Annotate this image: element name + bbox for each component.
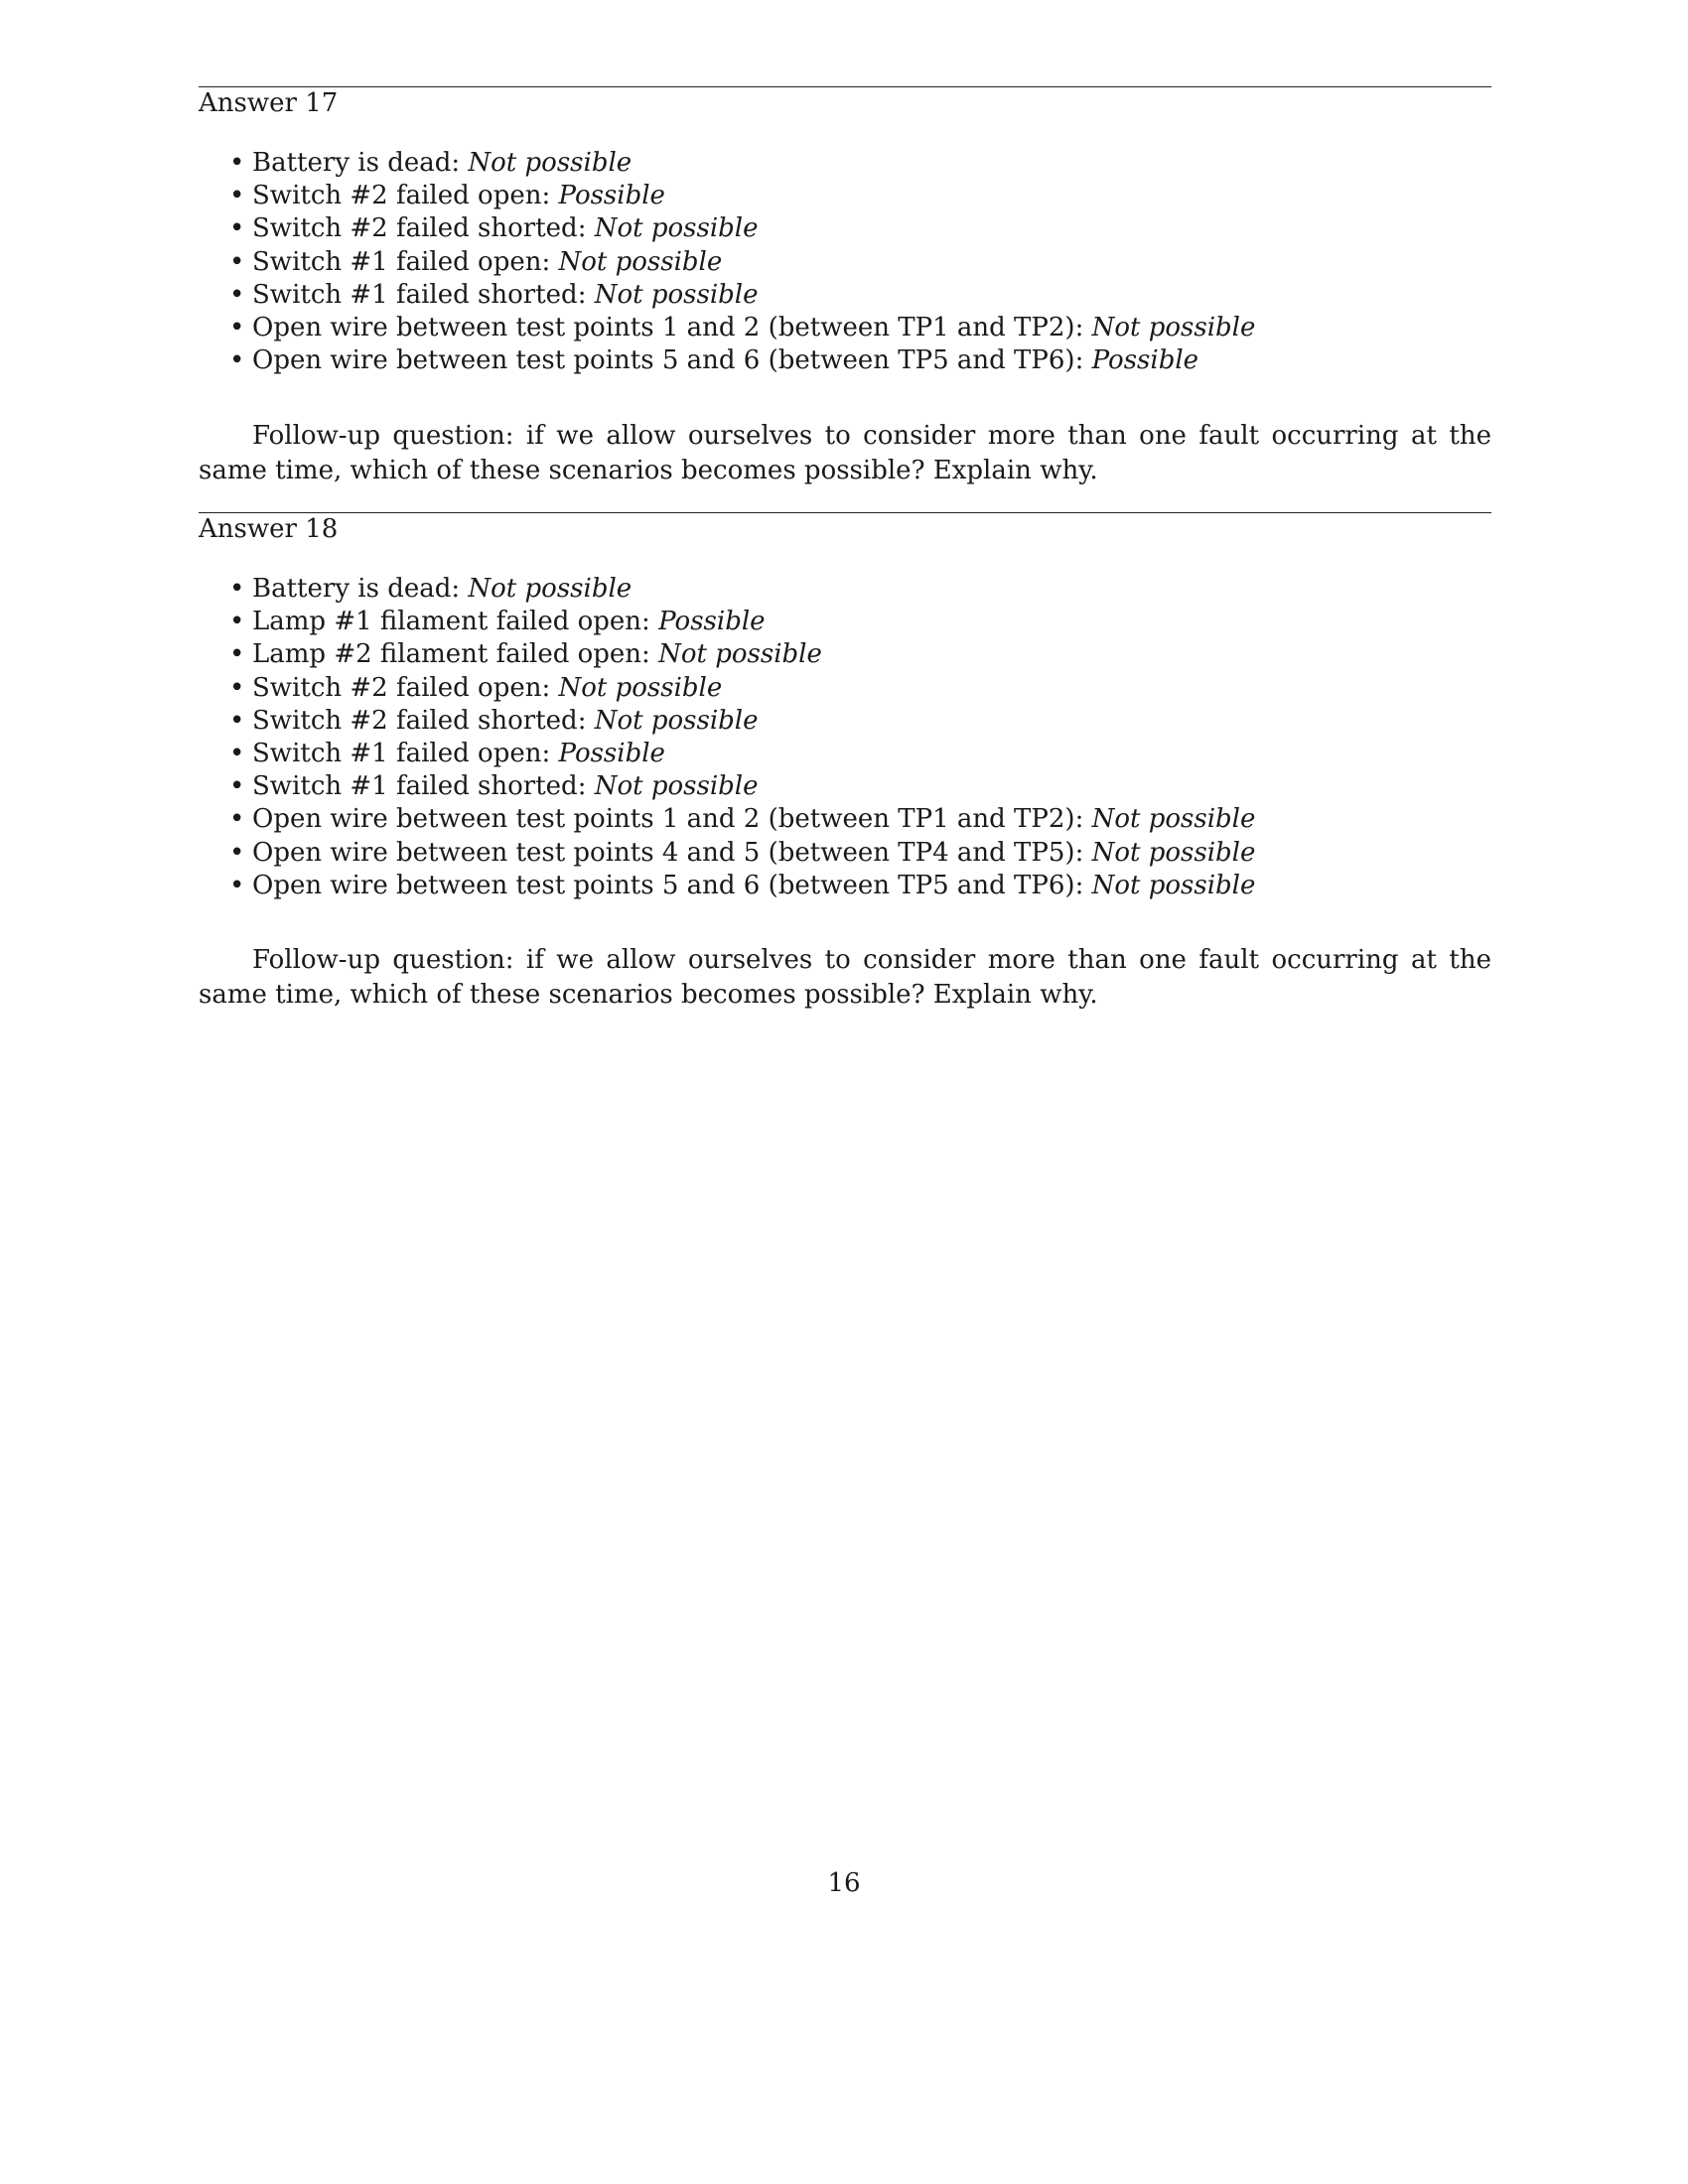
list-item	[199, 312, 1255, 344]
list-item	[199, 279, 1255, 312]
bullet-icon: •	[229, 213, 245, 244]
bullet-icon: •	[229, 279, 245, 310]
list-item	[199, 738, 1255, 770]
item-verdict: Not possible	[594, 213, 759, 244]
item-label: Switch #1 failed shorted:	[252, 279, 587, 310]
item-verdict: Possible	[658, 607, 766, 637]
answer-list	[199, 147, 1255, 377]
page-number: 16	[827, 1868, 861, 1898]
item-verdict: Not possible	[594, 279, 759, 310]
item-label: Lamp #1 filament failed open:	[252, 607, 650, 637]
bullet-icon: •	[229, 738, 245, 768]
section-divider	[199, 512, 1491, 513]
item-verdict: Not possible	[468, 148, 633, 178]
item-label: Lamp #2 filament failed open:	[252, 639, 650, 670]
bullet-icon: •	[229, 574, 245, 604]
item-verdict: Not possible	[658, 639, 822, 670]
item-verdict: Not possible	[1091, 870, 1256, 900]
item-verdict: Not possible	[594, 771, 759, 802]
bullet-icon: •	[229, 804, 245, 835]
list-item	[199, 606, 1255, 638]
item-label: Switch #2 failed shorted:	[252, 213, 587, 244]
item-verdict: Not possible	[1091, 837, 1256, 868]
item-label: Switch #2 failed shorted:	[252, 705, 587, 736]
list-item	[199, 344, 1255, 377]
list-item	[199, 870, 1255, 902]
item-verdict: Not possible	[468, 574, 633, 604]
item-verdict: Possible	[558, 181, 665, 211]
followup-question: Follow-up question: if we allow ourselves to consider more than one fault occurring at the same time, which of these scenarios becomes possible? Explain why.	[199, 421, 1491, 485]
bullet-icon: •	[229, 705, 245, 736]
section-title: Answer 17	[199, 88, 339, 118]
list-item	[199, 147, 1255, 180]
bullet-icon: •	[229, 672, 245, 703]
item-label: Switch #1 failed shorted:	[252, 771, 587, 802]
item-label: Battery is dead:	[252, 574, 461, 604]
item-label: Open wire between test points 1 and 2 (between TP1 and TP2):	[252, 312, 1084, 342]
item-verdict: Not possible	[594, 705, 759, 736]
item-verdict: Not possible	[1091, 312, 1256, 342]
bullet-icon: •	[229, 607, 245, 637]
list-item	[199, 180, 1255, 212]
item-label: Battery is dead:	[252, 148, 461, 178]
item-label: Switch #1 failed open:	[252, 738, 551, 768]
item-verdict: Not possible	[558, 672, 723, 703]
item-label: Switch #2 failed open:	[252, 672, 551, 703]
list-item	[199, 803, 1255, 836]
item-label: Switch #1 failed open:	[252, 246, 551, 277]
item-label: Switch #2 failed open:	[252, 181, 551, 211]
item-verdict: Possible	[558, 738, 665, 768]
section-divider	[199, 86, 1491, 87]
list-item	[199, 672, 1255, 705]
bullet-icon: •	[229, 181, 245, 211]
bullet-icon: •	[229, 837, 245, 868]
bullet-icon: •	[229, 870, 245, 900]
bullet-icon: •	[229, 312, 245, 342]
list-item	[199, 212, 1255, 245]
item-label: Open wire between test points 5 and 6 (between TP5 and TP6):	[252, 345, 1084, 376]
list-item	[199, 705, 1255, 738]
item-verdict: Not possible	[558, 246, 723, 277]
bullet-icon: •	[229, 639, 245, 670]
list-item	[199, 638, 1255, 671]
item-label: Open wire between test points 1 and 2 (between TP1 and TP2):	[252, 804, 1084, 835]
list-item	[199, 837, 1255, 870]
bullet-icon: •	[229, 246, 245, 277]
bullet-icon: •	[229, 345, 245, 376]
section-title: Answer 18	[199, 514, 339, 544]
list-item	[199, 246, 1255, 279]
bullet-icon: •	[229, 771, 245, 802]
list-item	[199, 770, 1255, 803]
item-label: Open wire between test points 5 and 6 (between TP5 and TP6):	[252, 870, 1084, 900]
bullet-icon: •	[229, 148, 245, 178]
item-label: Open wire between test points 4 and 5 (between TP4 and TP5):	[252, 837, 1084, 868]
answer-list	[199, 573, 1255, 902]
item-verdict: Possible	[1091, 345, 1199, 376]
followup-question: Follow-up question: if we allow ourselves to consider more than one fault occurring at the same time, which of these scenarios becomes possible? Explain why.	[199, 945, 1491, 1010]
list-item	[199, 573, 1255, 606]
item-verdict: Not possible	[1091, 804, 1256, 835]
